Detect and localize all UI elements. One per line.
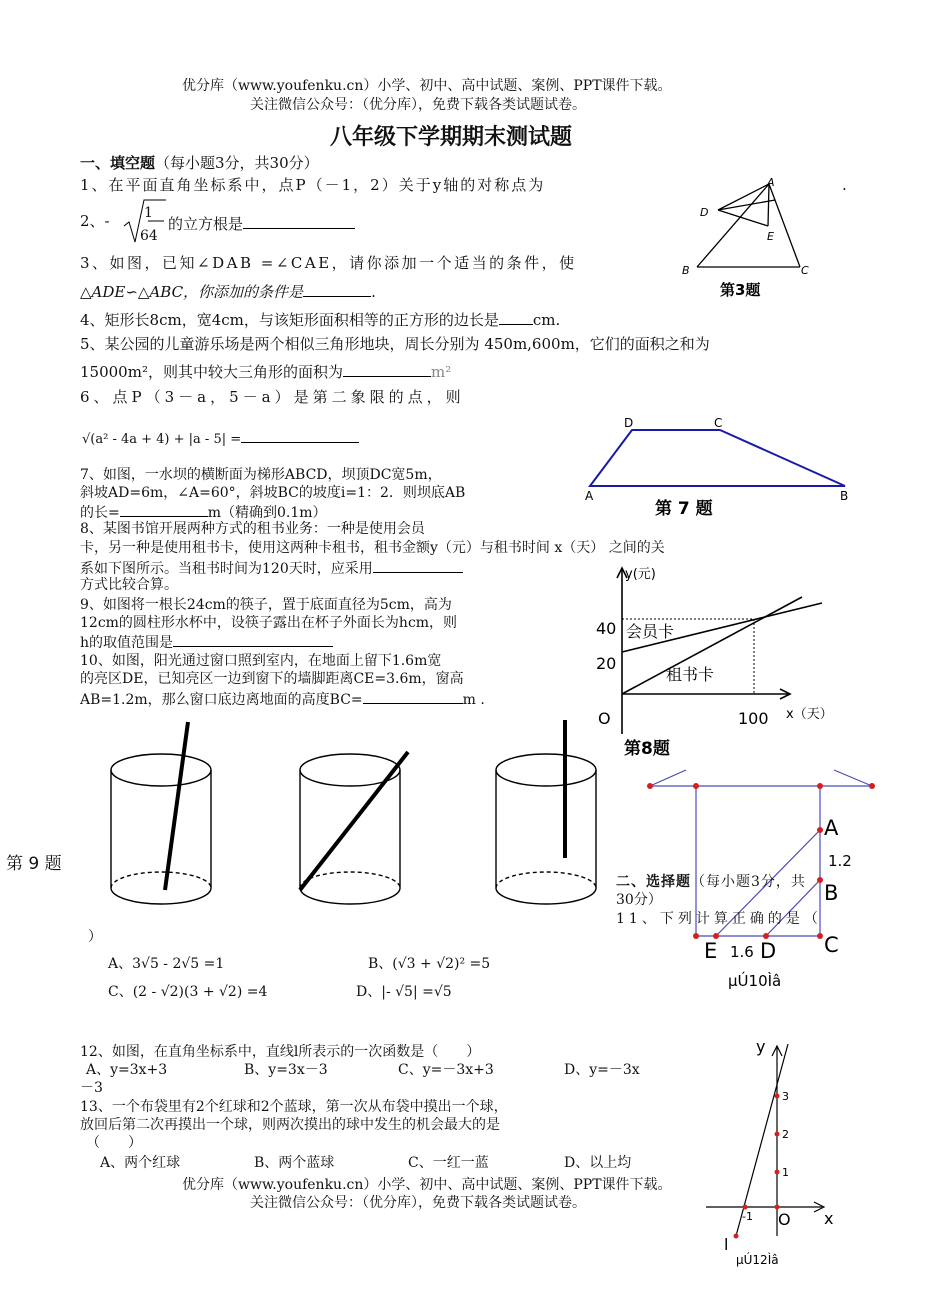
q10-unit: m . [462,692,485,708]
q3-answer-blank[interactable] [303,282,371,297]
q11-option-c[interactable]: C、(2 - √2)(3 + √2) =4 [108,984,268,1000]
footer-line-2: 关注微信公众号：（优分库），免费下载各类试题试卷。 [250,1195,586,1211]
q8-label: 系如下图所示。当租书时间为120天时，应采用 [80,561,373,577]
q10-line-2: 的亮区DE，已知亮区一边到窗下的墙脚距离CE=3.6m，窗高 [80,671,464,687]
fig3-line-ac [769,184,800,267]
figure-7 [580,414,860,524]
fig8-ylabel: y(元) [625,567,656,582]
q12-stem: 12、如图，在直角坐标系中，直线l所表示的一次函数是（ ） [80,1044,481,1060]
q1-end: . [842,176,847,194]
fig7-label-a: A [585,489,594,503]
q13-option-b[interactable]: B、两个蓝球 [254,1155,335,1171]
q5-line-1: 5、某公园的儿童游乐场是两个相似三角形地块，周长分别为 450m,600m，它们的面积之和为 [80,335,710,353]
q11-option-d[interactable]: D、|- √5| =√5 [356,984,452,1000]
section-1-name: 一、填空题 [80,154,156,172]
q1-text: 1、在平面直角坐标系中，点P（－1，2）关于y轴的对称点为 [80,176,546,194]
q9-line-2: 12cm的圆柱形水杯中，设筷子露出在杯子外面长为hcm，则 [80,615,458,631]
q6-line-1: 6、点P（3－a，5－a）是第二象限的点，则 [80,388,465,406]
figure-3 [680,174,820,304]
q5-unit: m² [430,363,452,381]
fig3-label-d: D [700,206,709,219]
section-1-heading [80,154,319,172]
q7-line-2: 斜坡AD=6m，∠A=60°，斜坡BC的坡度i=1：2．则坝底AB [80,485,466,501]
q12-option-c[interactable]: C、y=－3x+3 [398,1062,494,1078]
fig8-member-label: 会员卡 [626,622,675,641]
q10-label: AB=1.2m，那么窗口底边离地面的高度BC= [80,692,363,708]
q2-numerator: 1 [144,205,153,221]
q6-expression: √(a² - 4a + 4) + |a - 5| = [82,432,242,447]
fig9-chopstick-1 [165,722,188,890]
fig3-line-de [718,210,768,226]
fig8-rent-label: 租书卡 [666,665,715,684]
q9-label: h的取值范围是 [80,635,174,651]
figure-9 [100,716,610,906]
fig10-label-c: C [824,933,839,957]
section-1-note: （每小题3分，共30分） [155,154,319,172]
fig8-tick-40: 40 [596,619,617,638]
q8-answer-blank[interactable] [373,558,463,573]
fig8-origin: O [598,709,611,728]
q7-line-1: 7、如图，一水坝的横断面为梯形ABCD，坝顶DC宽5m， [80,467,442,483]
fig10-label-a: A [824,816,839,840]
fig12-ylabel: y [756,1037,766,1056]
q11-option-b[interactable]: B、(√3 + √2)² =5 [368,956,491,972]
q7-label: 的长= [80,505,120,521]
fig9-caption: 第 9 题 [6,854,62,874]
fig10-label-b: B [824,881,839,905]
q13-option-d[interactable]: D、以上均 [564,1155,632,1171]
q13-option-a[interactable]: A、两个红球 [100,1155,181,1171]
q12-option-d-cont: －3 [80,1080,103,1096]
q7-line-3 [80,502,327,522]
q9-line-3 [80,632,333,652]
q3-end: . [371,283,376,301]
fig12-caption: µÚ12Ìâ [736,1253,779,1267]
q9-line-1: 9、如图将一根长24cm的筷子，置于底面直径为5cm，高为 [80,597,452,613]
page-title: 八年级下学期期末测试题 [330,124,573,150]
q5-answer-blank[interactable] [343,362,431,377]
fig3-label-e: E [767,230,774,243]
figure-12 [700,1036,850,1276]
fig9-chopstick-2 [300,752,408,890]
q5-label: 15000m²，则其中较大三角形的面积为 [80,363,343,381]
header-line-2: 关注微信公众号：（优分库），免费下载各类试题试卷。 [250,97,586,113]
q12-option-a[interactable]: A、y=3x+3 [86,1062,168,1078]
q10-answer-blank[interactable] [363,689,463,704]
fig8-tick-100: 100 [738,709,769,728]
q11-option-a[interactable]: A、3√5 - 2√5 =1 [108,956,225,972]
fig8-tick-20: 20 [596,654,617,673]
fig8-xlabel: x（天） [786,707,833,722]
q2-text [168,214,355,233]
header-line-1: 优分库（www.youfenku.cn）小学、初中、高中试题、案例、PPT课件下载。 [182,78,672,94]
fig12-xlabel: x [824,1209,834,1228]
question-4 [80,310,560,329]
fig12-line-label: l [724,1235,729,1254]
q4-label: 4、矩形长8cm，宽4cm，与该矩形面积相等的正方形的边长是 [80,311,499,329]
q3-line-1: 3、如图，已知∠DAB =∠CAE，请你添加一个适当的条件，使 [80,254,577,272]
fig10-len-de: 1.6 [730,943,754,961]
fig9-cylinder-1 [111,754,211,904]
fig7-trapezoid [590,430,845,486]
q10-line-1: 10、如图，阳光通过窗口照到室内，在地面上留下1.6m宽 [80,653,442,669]
fig12-tick-neg1: -1 [742,1210,753,1223]
section-2-note-2: 30分） [616,892,662,908]
fig12-origin: O [778,1210,791,1229]
q2-answer-blank[interactable] [243,214,355,229]
question-2 [80,212,110,230]
q13-option-c[interactable]: C、一红一蓝 [408,1155,489,1171]
fig8-caption: 第8题 [624,739,670,759]
q12-option-d[interactable]: D、y=－3x [564,1062,640,1078]
figure-8 [592,562,842,762]
fig10-caption: µÚ10Ìâ [728,972,782,990]
fig9-cylinder-3 [496,754,596,904]
fig10-eave-left [650,770,686,786]
fig3-line-ae [768,184,769,226]
q9-answer-blank[interactable] [173,632,333,647]
q8-line-4: 方式比较合算。 [80,577,178,593]
fig7-label-b: B [840,489,849,503]
q6-expr-line [82,428,359,449]
q8-line-1: 8、某图书馆开展两种方式的租书业务：一种是使用会员 [80,521,425,537]
fig3-label-a: A [767,176,775,189]
q5-line-2 [80,362,451,381]
q11-stem: 11、下列计算正确的是（ [616,911,822,927]
fig10-eave-right [834,770,872,786]
q8-line-3 [80,558,463,578]
q4-unit: cm. [532,311,561,329]
section-2-heading [616,873,806,891]
fig7-label-c: C [714,416,723,430]
fig3-caption: 第3题 [720,281,761,299]
fig7-label-d: D [624,416,634,430]
q11-close: ） [88,929,102,945]
q8-line-2: 卡，另一种是使用租书卡，使用这两种卡租书，租书金额y（元）与租书时间 x（天） 之间的关 [80,540,665,556]
question-1 [80,176,545,194]
q13-line-1: 13、一个布袋里有2个红球和2个蓝球，第一次从布袋中摸出一个球， [80,1099,508,1115]
fig12-tick-3: 3 [782,1090,789,1103]
q7-answer-blank[interactable] [120,502,208,517]
q3-line-2 [80,282,376,301]
fig12-tick-1: 1 [782,1166,789,1179]
fig12-points [734,1094,780,1239]
fig7-caption: 第 7 题 [655,499,713,519]
q2-prefix: 2、- [80,212,110,230]
q3-label: △ADE∽△ABC，你添加的条件是 [80,283,304,301]
q2-denominator: 64 [140,228,158,244]
q4-answer-blank[interactable] [499,310,533,325]
q10-line-3 [80,689,485,709]
q13-line-2: 放回后第二次再摸出一个球，则两次摸出的球中发生的机会最大的是 [80,1117,500,1133]
q6-answer-blank[interactable] [241,428,359,443]
section-2-name: 二、选择题 [616,874,691,890]
footer-line-1: 优分库（www.youfenku.cn）小学、初中、高中试题、案例、PPT课件下载。 [182,1177,672,1193]
q7-unit: m（精确到0.1m） [207,505,327,521]
q13-line-3: （ ） [86,1135,142,1151]
fig3-label-b: B [682,264,690,277]
fig3-line-ab [697,184,769,267]
fig10-len-ab: 1.2 [828,852,852,870]
fig3-label-c: C [801,264,809,277]
fig10-label-d: D [760,939,777,963]
section-2-note: （每小题3分，共 [691,874,806,890]
fig10-label-e: E [704,939,718,963]
q12-option-b[interactable]: B、y=3x－3 [244,1062,328,1078]
fig12-tick-2: 2 [782,1128,789,1141]
q2-label: 的立方根是 [168,215,244,233]
